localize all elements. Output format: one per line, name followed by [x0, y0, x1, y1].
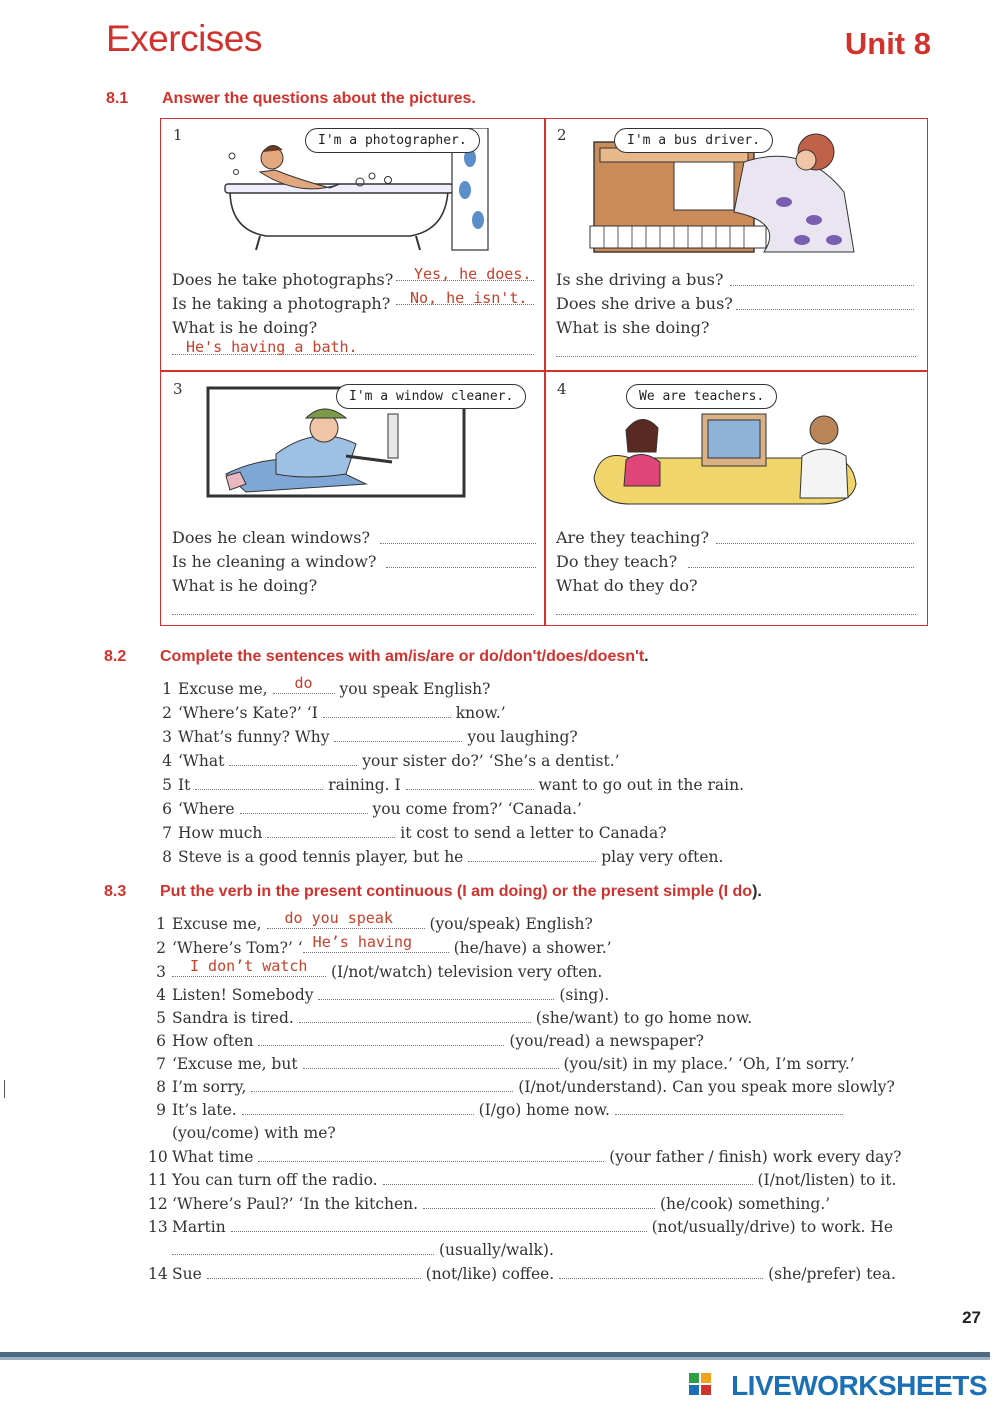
answer-field[interactable]: [386, 567, 536, 568]
answer-text: I don’t watch: [190, 957, 308, 975]
exercise-line: 4 ‘What your sister do?’ ‘She’s a dentist.’: [162, 752, 620, 770]
exercise-line: 3 I don’t watch (I/not/watch) television very often.: [156, 957, 603, 981]
speech-bubble: I'm a window cleaner.: [336, 384, 526, 409]
unit-label: Unit 8: [844, 26, 931, 61]
exercise-line: 13 Martin (not/usually/drive) to work. He: [148, 1218, 894, 1236]
speech-bubble: I'm a photographer.: [305, 128, 480, 153]
section-instruction-8-3: Put the verb in the present continuous (I am doing) or the present simple (I do).: [160, 883, 762, 900]
exercise-line: 12 ‘Where’s Paul?’ ‘In the kitchen. (he/cook) something.’: [148, 1195, 831, 1213]
question: Is she driving a bus?: [556, 270, 724, 289]
exercise-line: 11 You can turn off the radio. (I/not/listen) to it.: [148, 1171, 897, 1189]
section-instruction-8-2: Complete the sentences with am/is/are or do/don't/does/doesn't.: [160, 648, 649, 665]
question: What is he doing?: [172, 576, 318, 595]
exercise-line: 4 Listen! Somebody (sing).: [156, 986, 610, 1004]
answer-field[interactable]: [716, 543, 914, 544]
exercise-line: 3 What’s funny? Why you laughing?: [162, 728, 578, 746]
grid-divider-vertical: [544, 118, 546, 626]
footer-bar-shadow: [0, 1357, 990, 1360]
answer-field[interactable]: [258, 1033, 504, 1046]
cell-number: 4: [557, 380, 567, 398]
teachers-illustration: [590, 408, 870, 508]
answer-field[interactable]: [688, 567, 914, 568]
answer-field[interactable]: [303, 933, 449, 953]
exercise-line: 5 Sandra is tired. (she/want) to go home now.: [156, 1009, 753, 1027]
exercise-line-continued: (usually/walk).: [172, 1241, 554, 1259]
question: Are they teaching?: [556, 528, 710, 547]
answer-text: do: [294, 674, 313, 692]
answer-field[interactable]: [240, 801, 368, 814]
answer-field[interactable]: [303, 1056, 559, 1069]
exercise-line: 6 ‘Where you come from?’ ‘Canada.’: [162, 800, 582, 818]
question: What is she doing?: [556, 318, 710, 337]
question: Does she drive a bus?: [556, 294, 733, 313]
answer-field[interactable]: [556, 614, 916, 615]
margin-mark: [4, 1080, 5, 1098]
answer-field[interactable]: [258, 1149, 604, 1162]
answer-text: No, he isn't.: [410, 289, 528, 307]
section-number-8-2: 8.2: [104, 648, 127, 665]
answer-field[interactable]: [273, 674, 335, 694]
answer-field[interactable]: [556, 356, 916, 357]
answer-field[interactable]: [267, 825, 395, 838]
question: What is he doing?: [172, 318, 318, 337]
question: Is he cleaning a window?: [172, 552, 377, 571]
answer-field[interactable]: [299, 1010, 531, 1023]
exercise-line-continued: (you/come) with me?: [172, 1124, 336, 1142]
answer-field[interactable]: [380, 543, 536, 544]
cell-number: 3: [173, 380, 183, 398]
question: Does he take photographs?: [172, 270, 394, 289]
cell-number: 1: [173, 126, 183, 144]
exercise-line: 5 It raining. I want to go out in the rain.: [162, 776, 745, 794]
answer-field[interactable]: [195, 777, 323, 790]
answer-text: He's having a bath.: [186, 338, 358, 356]
answer-field[interactable]: [172, 957, 326, 977]
answer-field[interactable]: [323, 705, 451, 718]
answer-field[interactable]: [207, 1266, 421, 1279]
answer-field[interactable]: [468, 849, 596, 862]
answer-field[interactable]: [318, 987, 554, 1000]
page-number: 27: [962, 1308, 981, 1327]
exercise-line: 9 It’s late. (I/go) home now.: [148, 1101, 843, 1119]
exercise-line: 8 I’m sorry, (I/not/understand). Can you speak more slowly?: [156, 1078, 895, 1096]
exercise-line: 2 ‘Where’s Kate?’ ‘I know.’: [162, 704, 506, 722]
exercise-line: 6 How often (you/read) a newspaper?: [156, 1032, 704, 1050]
answer-field[interactable]: [730, 285, 914, 286]
question: What do they do?: [556, 576, 698, 595]
section-instruction-8-1: Answer the questions about the pictures.: [162, 90, 476, 107]
exercise-line: 8 Steve is a good tennis player, but he play very often.: [162, 848, 724, 866]
question: Is he taking a photograph?: [172, 294, 391, 313]
exercise-line: 14 Sue (not/like) coffee. (she/prefer) tea.: [148, 1265, 896, 1283]
section-number-8-3: 8.3: [104, 883, 127, 900]
answer-field[interactable]: [229, 753, 357, 766]
answer-field[interactable]: [383, 1172, 753, 1185]
answer-field[interactable]: [172, 1242, 434, 1255]
answer-field[interactable]: [172, 614, 534, 615]
answer-field[interactable]: [423, 1196, 655, 1209]
speech-bubble: We are teachers.: [626, 384, 777, 409]
answer-field[interactable]: [736, 309, 914, 310]
exercise-line: 10 What time (your father / finish) work every day?: [148, 1148, 902, 1166]
answer-text: He’s having: [312, 933, 413, 951]
answer-field[interactable]: [334, 729, 462, 742]
exercise-line: 7 ‘Excuse me, but (you/sit) in my place.’ ‘Oh, I’m sorry.’: [156, 1055, 855, 1073]
answer-field[interactable]: [267, 909, 425, 929]
exercise-line: 1 Excuse me, do you speak (you/speak) English?: [156, 909, 593, 933]
answer-field[interactable]: [615, 1102, 843, 1115]
answer-field[interactable]: [406, 777, 534, 790]
liveworksheets-logo-icon: [689, 1373, 711, 1395]
question: Does he clean windows?: [172, 528, 371, 547]
answer-field[interactable]: [251, 1079, 513, 1092]
answer-field[interactable]: [559, 1266, 763, 1279]
exercise-line: 7 How much it cost to send a letter to Canada?: [162, 824, 667, 842]
answer-field[interactable]: [242, 1102, 474, 1115]
exercise-line: 2 ‘Where’s Tom?’ ‘ He’s having (he/have) a shower.’: [156, 933, 612, 957]
answer-text: do you speak: [284, 909, 393, 927]
exercise-line: 1 Excuse me, do you speak English?: [162, 674, 491, 698]
answer-field[interactable]: [231, 1219, 647, 1232]
section-number-8-1: 8.1: [106, 90, 129, 107]
brand-wordmark[interactable]: LIVEWORKSHEETS: [731, 1370, 987, 1401]
speech-bubble: I'm a bus driver.: [614, 128, 773, 153]
answer-text: Yes, he does.: [414, 265, 532, 283]
question: Do they teach?: [556, 552, 678, 571]
grid-divider-horizontal: [160, 370, 928, 372]
page-title: Exercises: [106, 18, 262, 59]
cell-number: 2: [557, 126, 567, 144]
